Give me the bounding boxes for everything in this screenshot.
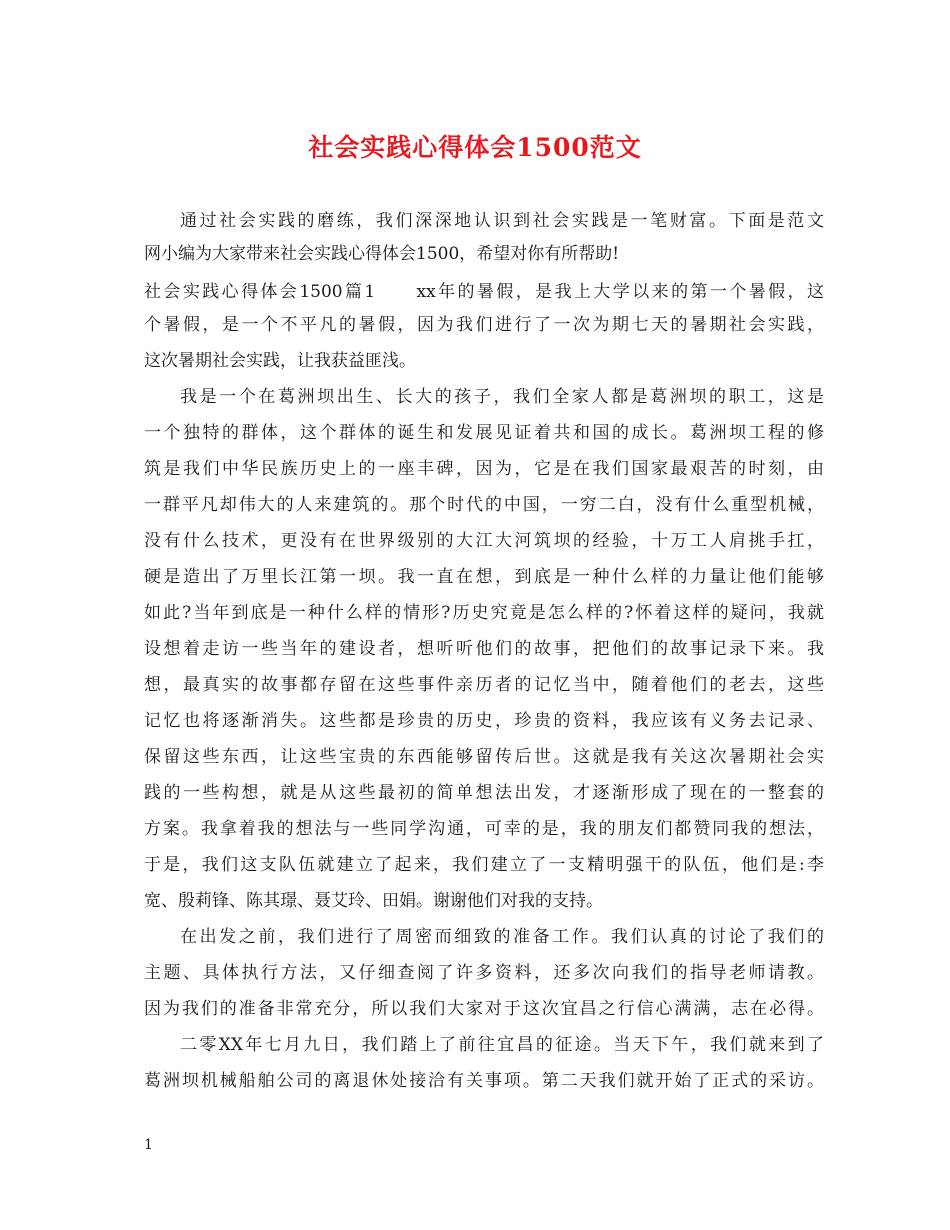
paragraph-line: 因为我们的准备非常充分，所以我们大家对于这次宜昌之行信心满满，志在必得。: [144, 999, 824, 1019]
paragraph-line: 没有什么技术，更没有在世界级别的大江大河筑坝的经验，十万工人肩挑手扛，: [144, 531, 824, 551]
paragraph-line: 个暑假，是一个不平凡的暑假，因为我们进行了一次为期七天的暑期社会实践，: [144, 315, 824, 335]
paragraph-line: 设想着走访一些当年的建设者，想听听他们的故事，把他们的故事记录下来。我: [144, 639, 824, 659]
paragraph-line: 保留这些东西，让这些宝贵的东西能够留传后世。这就是我有关这次暑期社会实: [144, 747, 824, 767]
paragraph-line: 于是，我们这支队伍就建立了起来，我们建立了一支精明强干的队伍，他们是:李: [144, 855, 824, 875]
paragraph-line: 葛洲坝机械船舶公司的离退休处接洽有关事项。第二天我们就开始了正式的采访。: [144, 1071, 824, 1091]
paragraph-line: 主题、具体执行方法，又仔细查阅了许多资料，还多次向我们的指导老师请教。: [144, 963, 824, 983]
paragraph-line: 在出发之前，我们进行了周密而细致的准备工作。我们认真的讨论了我们的: [180, 927, 824, 947]
paragraph-line: 我是一个在葛洲坝出生、长大的孩子，我们全家人都是葛洲坝的职工，这是: [180, 387, 824, 407]
document-title: 社会实践心得体会1500范文: [308, 133, 642, 162]
paragraph-line: 通过社会实践的磨练，我们深深地认识到社会实践是一笔财富。下面是范文: [180, 211, 824, 231]
paragraph-line: 这次暑期社会实践，让我获益匪浅。: [144, 351, 416, 371]
paragraph-line: 一个独特的群体，这个群体的诞生和发展见证着共和国的成长。葛洲坝工程的修: [144, 423, 824, 443]
paragraph-line: 如此?当年到底是一种什么样的情形?历史究竟是怎么样的?怀着这样的疑问，我就: [144, 603, 824, 623]
page-number: 1: [144, 1137, 153, 1153]
paragraph-line: 硬是造出了万里长江第一坝。我一直在想，到底是一种什么样的力量让他们能够: [144, 567, 824, 587]
paragraph-line: 筑是我们中华民族历史上的一座丰碑，因为，它是在我们国家最艰苦的时刻，由: [144, 459, 824, 479]
paragraph-line: 社会实践心得体会1500篇1 xx年的暑假，是我上大学以来的第一个暑假，这: [144, 282, 824, 302]
paragraph-line: 网小编为大家带来社会实践心得体会1500，希望对你有所帮助!: [144, 244, 620, 264]
paragraph-line: 宽、殷莉锋、陈其璟、聂艾玲、田娟。谢谢他们对我的支持。: [144, 891, 603, 911]
paragraph-line: 记忆也将逐渐消失。这些都是珍贵的历史，珍贵的资料，我应该有义务去记录、: [144, 711, 824, 731]
paragraph-line: 践的一些构想，就是从这些最初的简单想法出发，才逐渐形成了现在的一整套的: [144, 783, 824, 803]
paragraph-line: 二零XX年七月九日，我们踏上了前往宜昌的征途。当天下午，我们就来到了: [180, 1035, 824, 1055]
paragraph-line: 方案。我拿着我的想法与一些同学沟通，可幸的是，我的朋友们都赞同我的想法，: [144, 819, 824, 839]
paragraph-line: 想，最真实的故事都存留在这些事件亲历者的记忆当中，随着他们的老去，这些: [144, 675, 824, 695]
paragraph-line: 一群平凡却伟大的人来建筑的。那个时代的中国，一穷二白，没有什么重型机械，: [144, 495, 824, 515]
